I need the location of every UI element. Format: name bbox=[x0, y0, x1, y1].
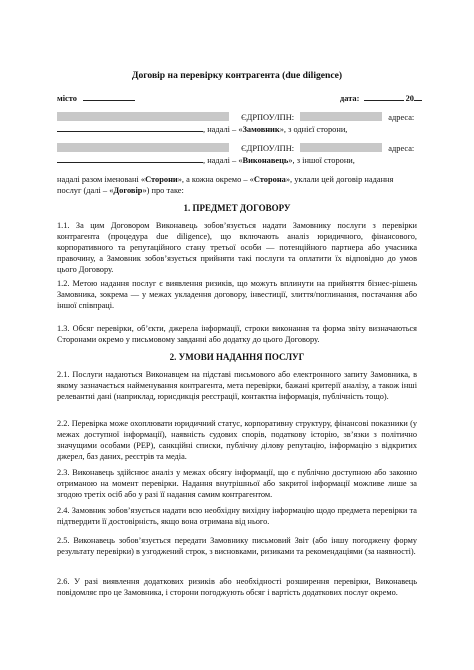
paragraph-1-2: 1.2. Метою надання послуг є виявлення ризиків, що можуть вплинути на прийняття бізнес-рішень Замовника, зокрема — у межах укладення договору, інвестиції, злиття/поглинання, постачання або іншої співпраці. bbox=[57, 279, 417, 310]
contractor-address-field[interactable] bbox=[57, 154, 203, 163]
customer-edrpou-label: ЄДРПОУ/ІПН: bbox=[241, 113, 295, 122]
party-contractor-line-1 bbox=[57, 143, 414, 154]
paragraph-2-4: 2.4. Замовник зобов’язується надати всю необхідну вихідну інформацію щодо предмета перевірки та підтвердити її достовірність, якщо вона отримана від нього. bbox=[57, 506, 417, 526]
intro-term-contract: Договір bbox=[113, 186, 143, 195]
paragraph-2-5: 2.5. Виконавець зобов’язується передати Замовнику письмовий Звіт (або іншу погоджену форму результату перевірки) в узгоджений строк, з висновками, ризиками та рекомендаціями (за наявності). bbox=[57, 536, 417, 556]
intro-text-d: послуг (далі – « bbox=[57, 186, 114, 195]
paragraph-1-1: 1.1. За цим Договором Виконавець зобов’язується надати Замовнику послуги з перевірки контрагента (процедура due diligence), що включають аналіз юридичного, фінансового, корпоративного та репутаційного стану третьої особи — потенційного партнера або учасника правочину, а Замовник зобов’язується прийняти такі послуги та оплатити їх відповідно до умов цього Договору. bbox=[57, 221, 417, 274]
paragraph-2-3: 2.3. Виконавець здійснює аналіз у межах обсягу інформації, що є публічно доступною або законно отриманою на момент перевірки. Надання внутрішньої або закритої інформації можливе лише за згодою третіх осіб або у разі її надання самим контрагентом. bbox=[57, 468, 417, 499]
paragraph-2-2: 2.2. Перевірка може охоплювати юридичний статус, корпоративну структуру, фінансові показники (у межах доступної інформації), наявність судових спорів, податкову історію, зв’язки з політично значущими особами (PEP), санкційні списки, публічну ділову репутацію, інформацію з відкритих джерел, баз даних, реєстрів та медіа. bbox=[57, 419, 417, 461]
intro-text-b: », а кожна окремо – « bbox=[177, 175, 254, 184]
city-label: місто bbox=[57, 94, 77, 103]
intro-term-party: Сторона bbox=[253, 175, 286, 184]
paragraph-2-1: 2.1. Послуги надаються Виконавцем на підставі письмового або електронного запиту Замовника, в якому зазначається найменування контрагента, мета перевірки, бажані критерії аналізу, а також інші релевантні дані (наприклад, юрисдикція реєстрації, контактна інформація, публічність тощо). bbox=[57, 370, 417, 401]
date-label: дата: bbox=[340, 94, 360, 103]
contractor-edrpou-label: ЄДРПОУ/ІПН: bbox=[241, 144, 295, 153]
customer-address-field[interactable] bbox=[57, 123, 203, 132]
party-customer-line-1 bbox=[57, 112, 414, 123]
paragraph-1-3: 1.3. Обсяг перевірки, об’єкти, джерела інформації, строки виконання та форма звіту визначаються Сторонами окремо у письмовому завданні або додатку до цього Договору. bbox=[57, 324, 417, 344]
intro-term-parties: Сторони bbox=[145, 175, 178, 184]
contractor-role-prefix: , надалі – « bbox=[203, 156, 243, 165]
date-field[interactable] bbox=[364, 92, 404, 101]
customer-name-field[interactable] bbox=[57, 112, 229, 121]
intro-line-1 bbox=[57, 174, 393, 185]
customer-role-suffix: », з однієї сторони, bbox=[279, 125, 348, 134]
section-heading: 2. УМОВИ НАДАННЯ ПОСЛУГ bbox=[169, 352, 305, 362]
city-line bbox=[57, 92, 135, 104]
contractor-role-suffix: », з іншої сторони, bbox=[288, 156, 355, 165]
intro-line-2 bbox=[57, 185, 184, 196]
contractor-edrpou-field[interactable] bbox=[300, 143, 382, 152]
intro-text-a: надалі разом іменовані « bbox=[57, 175, 146, 184]
intro-text-c: », уклали цей договір надання bbox=[285, 175, 394, 184]
contractor-role: Виконавець bbox=[242, 156, 289, 165]
contractor-address-label: адреса: bbox=[388, 144, 415, 153]
party-contractor-line-2 bbox=[57, 154, 355, 166]
date-line bbox=[340, 92, 422, 104]
customer-edrpou-field[interactable] bbox=[300, 112, 382, 121]
party-customer-line-2 bbox=[57, 123, 347, 135]
year-field[interactable] bbox=[414, 92, 422, 101]
customer-role-prefix: , надалі – « bbox=[203, 125, 243, 134]
year-prefix: 20 bbox=[405, 94, 414, 103]
customer-address-label: адреса: bbox=[388, 113, 415, 122]
document-title: Договір на перевірку контрагента (due diligence) bbox=[131, 70, 343, 81]
contractor-name-field[interactable] bbox=[57, 143, 229, 152]
paragraph-2-6: 2.6. У разі виявлення додаткових ризиків або необхідності розширення перевірки, Виконавець повідомляє про це Замовника, і сторони погоджують обсяг і вартість додаткових послуг окремо. bbox=[57, 577, 417, 597]
section-heading: 1. ПРЕДМЕТ ДОГОВОРУ bbox=[183, 203, 291, 213]
city-field[interactable] bbox=[83, 92, 135, 101]
customer-role: Замовник bbox=[242, 125, 280, 134]
intro-text-e: ») про таке: bbox=[142, 186, 184, 195]
